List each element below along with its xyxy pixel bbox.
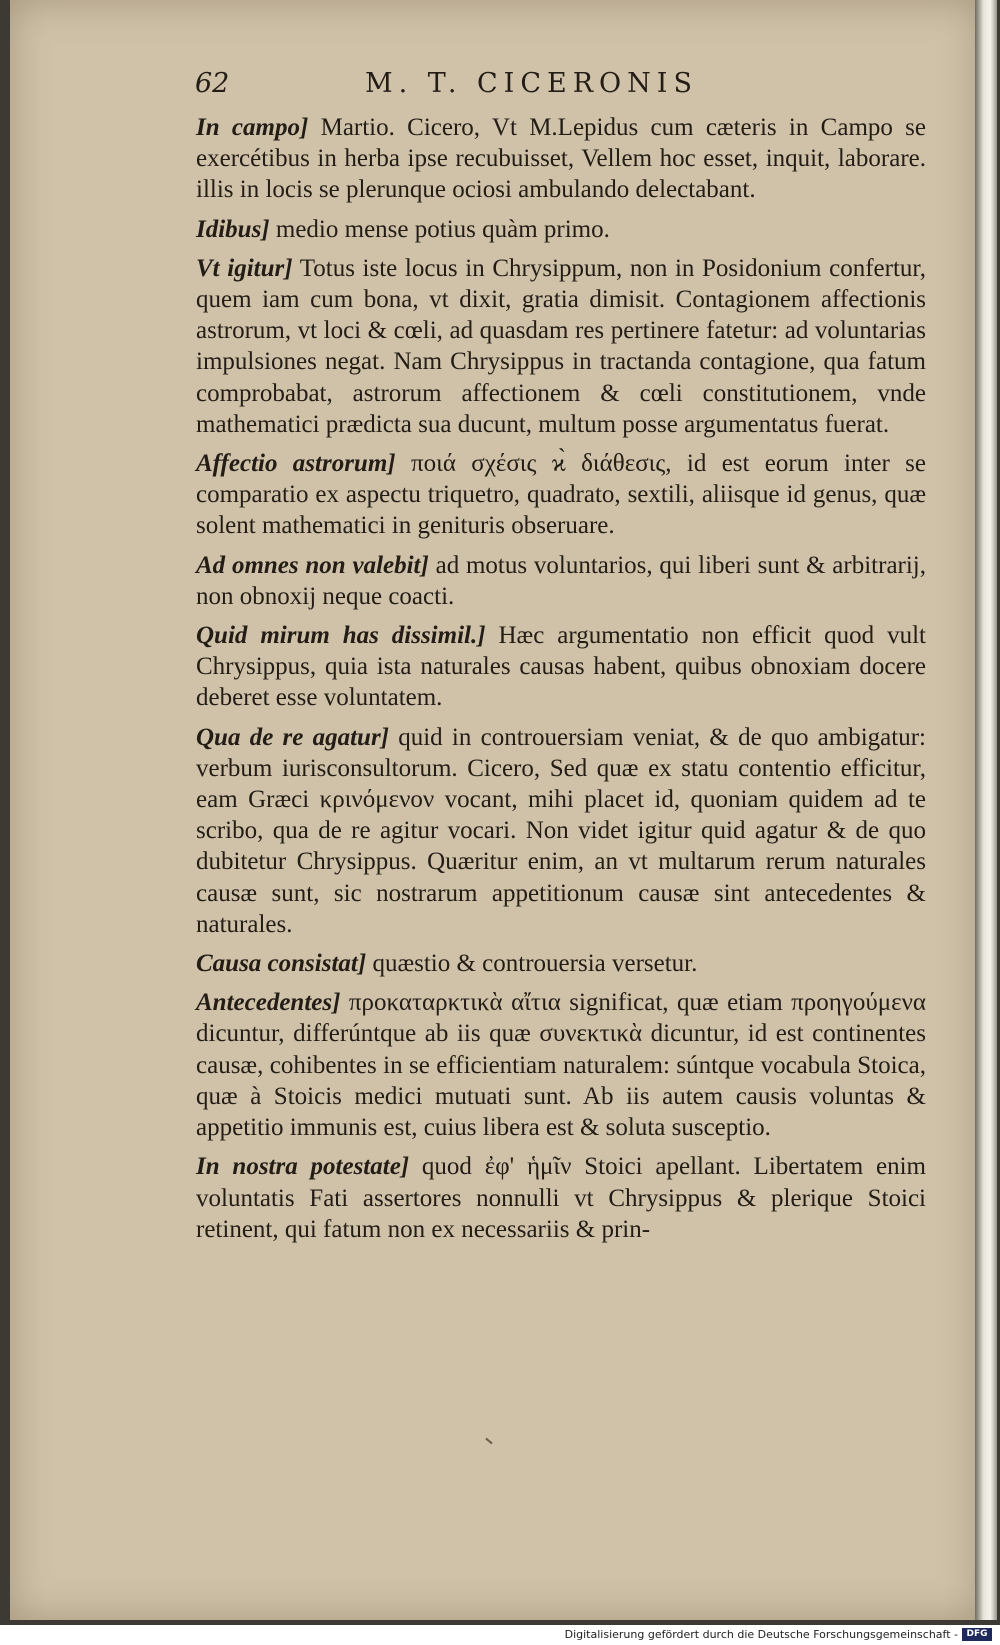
commentary-paragraph xyxy=(196,948,926,979)
commentary-paragraph xyxy=(196,620,926,714)
paragraph-body: Hæc argumentatio non efficit quod vult Chrysippus, quia ista naturales causas habent, quibus obnoxiam docere deberet esse voluntatem. xyxy=(196,622,926,712)
lemma: In campo] xyxy=(196,114,309,141)
commentary-paragraph xyxy=(196,987,926,1143)
page-number: 62 xyxy=(195,68,230,99)
funding-credit: Digitalisierung gefördert durch die Deutsche Forschungsgemeinschaft - xyxy=(564,1628,958,1641)
lemma: In nostra potestate] xyxy=(196,1153,410,1181)
page-edge xyxy=(975,0,997,1620)
lemma: Affectio astrorum] xyxy=(196,450,396,478)
commentary-paragraph xyxy=(196,112,926,206)
lemma: Causa consistat] xyxy=(196,950,367,978)
running-head: M. T. CICERONIS xyxy=(365,68,698,99)
paragraph-body: προκαταρκτικὰ αἴτια significat, quæ etiam προηγούμενα dicuntur, differúntque ab iis quæ συνεκτικὰ dicuntur, id est continentes causæ, cohibentes in se efficientiam naturalem: súntque vocabula Stoica, quæ à Stoicis medici mutuati sunt. Ab iis autem causis voluntas & appetitio immunis est, cuius libera est & soluta susceptio. xyxy=(196,989,926,1142)
digitization-footer xyxy=(0,1627,1000,1645)
page-header xyxy=(195,68,795,108)
commentary-paragraph xyxy=(196,1151,926,1245)
paragraph-body: Totus iste locus in Chrysippum, non in Posidonium confertur, quem iam cum bona, vt dixit, gratia dimisit. Contagionem affectionis astrorum, vt loci & cœli, ad quasdam res pertinere fatetur: ad voluntarias impulsiones negat. Nam Chrysippus in tractanda contagione, qua fatum comprobabat, astrorum affectionem & cœli constitutionem, vnde mathematici prædicta sua ducunt, multum posse argumentatus fuerat. xyxy=(196,254,926,438)
dfg-logo: DFG xyxy=(962,1628,992,1641)
commentary-paragraph xyxy=(196,550,926,612)
paragraph-body: quid in controuersiam veniat, & de quo ambigatur: verbum iurisconsultorum. Cicero, Sed quæ ex statu contentio efficitur, eam Græci κρινόμενον vocant, mihi placet id, quoniam quidem ad te scribo, qua de re agitur vocari. Non videt igitur quid agatur & de quo dubitetur Chrysippus. Quæritur enim, an vt multarum rerum naturales causæ sunt, sic nostrarum appetitionum causæ sint antecedentes & naturales. xyxy=(196,723,926,938)
lemma: Idibus] xyxy=(196,215,270,243)
paragraph-body: quæstio & controuersia versetur. xyxy=(366,950,698,978)
paragraph-body: quod ἐφ' ἡμῖν Stoici apellant. Libertatem enim voluntatis Fati assertores nonnulli vt Chrysippus & plerique Stoici retinent, qui fatum non ex necessariis & prin- xyxy=(196,1153,926,1243)
lemma: Antecedentes] xyxy=(196,989,341,1017)
commentary-paragraph xyxy=(196,448,926,542)
commentary-paragraph xyxy=(196,214,926,245)
lemma: Qua de re agatur] xyxy=(196,723,389,751)
lemma: Vt igitur] xyxy=(196,254,293,282)
paragraph-body: ποιά σχέσις ϰ̀ διάθεσις, id est eorum inter se comparatio ex aspectu triquetro, quadrato, sextili, aliisque id genus, quæ solent mathematici in genituris obseruare. xyxy=(196,450,927,540)
paragraph-body: Martio. Cicero, Vt M.Lepidus cum cæteris in Campo se exercétibus in herba ipse recubuisset, Vellem hoc esset, inquit, laborare. illis in locis se plerunque ociosi ambulando delectabant. xyxy=(196,114,927,204)
commentary-paragraph xyxy=(196,253,926,440)
lemma: Ad omnes non valebit] xyxy=(196,551,429,579)
lemma: Quid mirum has dissimil.] xyxy=(196,622,486,650)
commentary-paragraph xyxy=(196,722,926,940)
paragraph-body: ad motus voluntarios, qui liberi sunt & arbitrarij, non obnoxij neque coacti. xyxy=(196,551,927,610)
commentary-text xyxy=(196,112,926,1253)
paragraph-body: medio mense potius quàm primo. xyxy=(269,215,610,243)
